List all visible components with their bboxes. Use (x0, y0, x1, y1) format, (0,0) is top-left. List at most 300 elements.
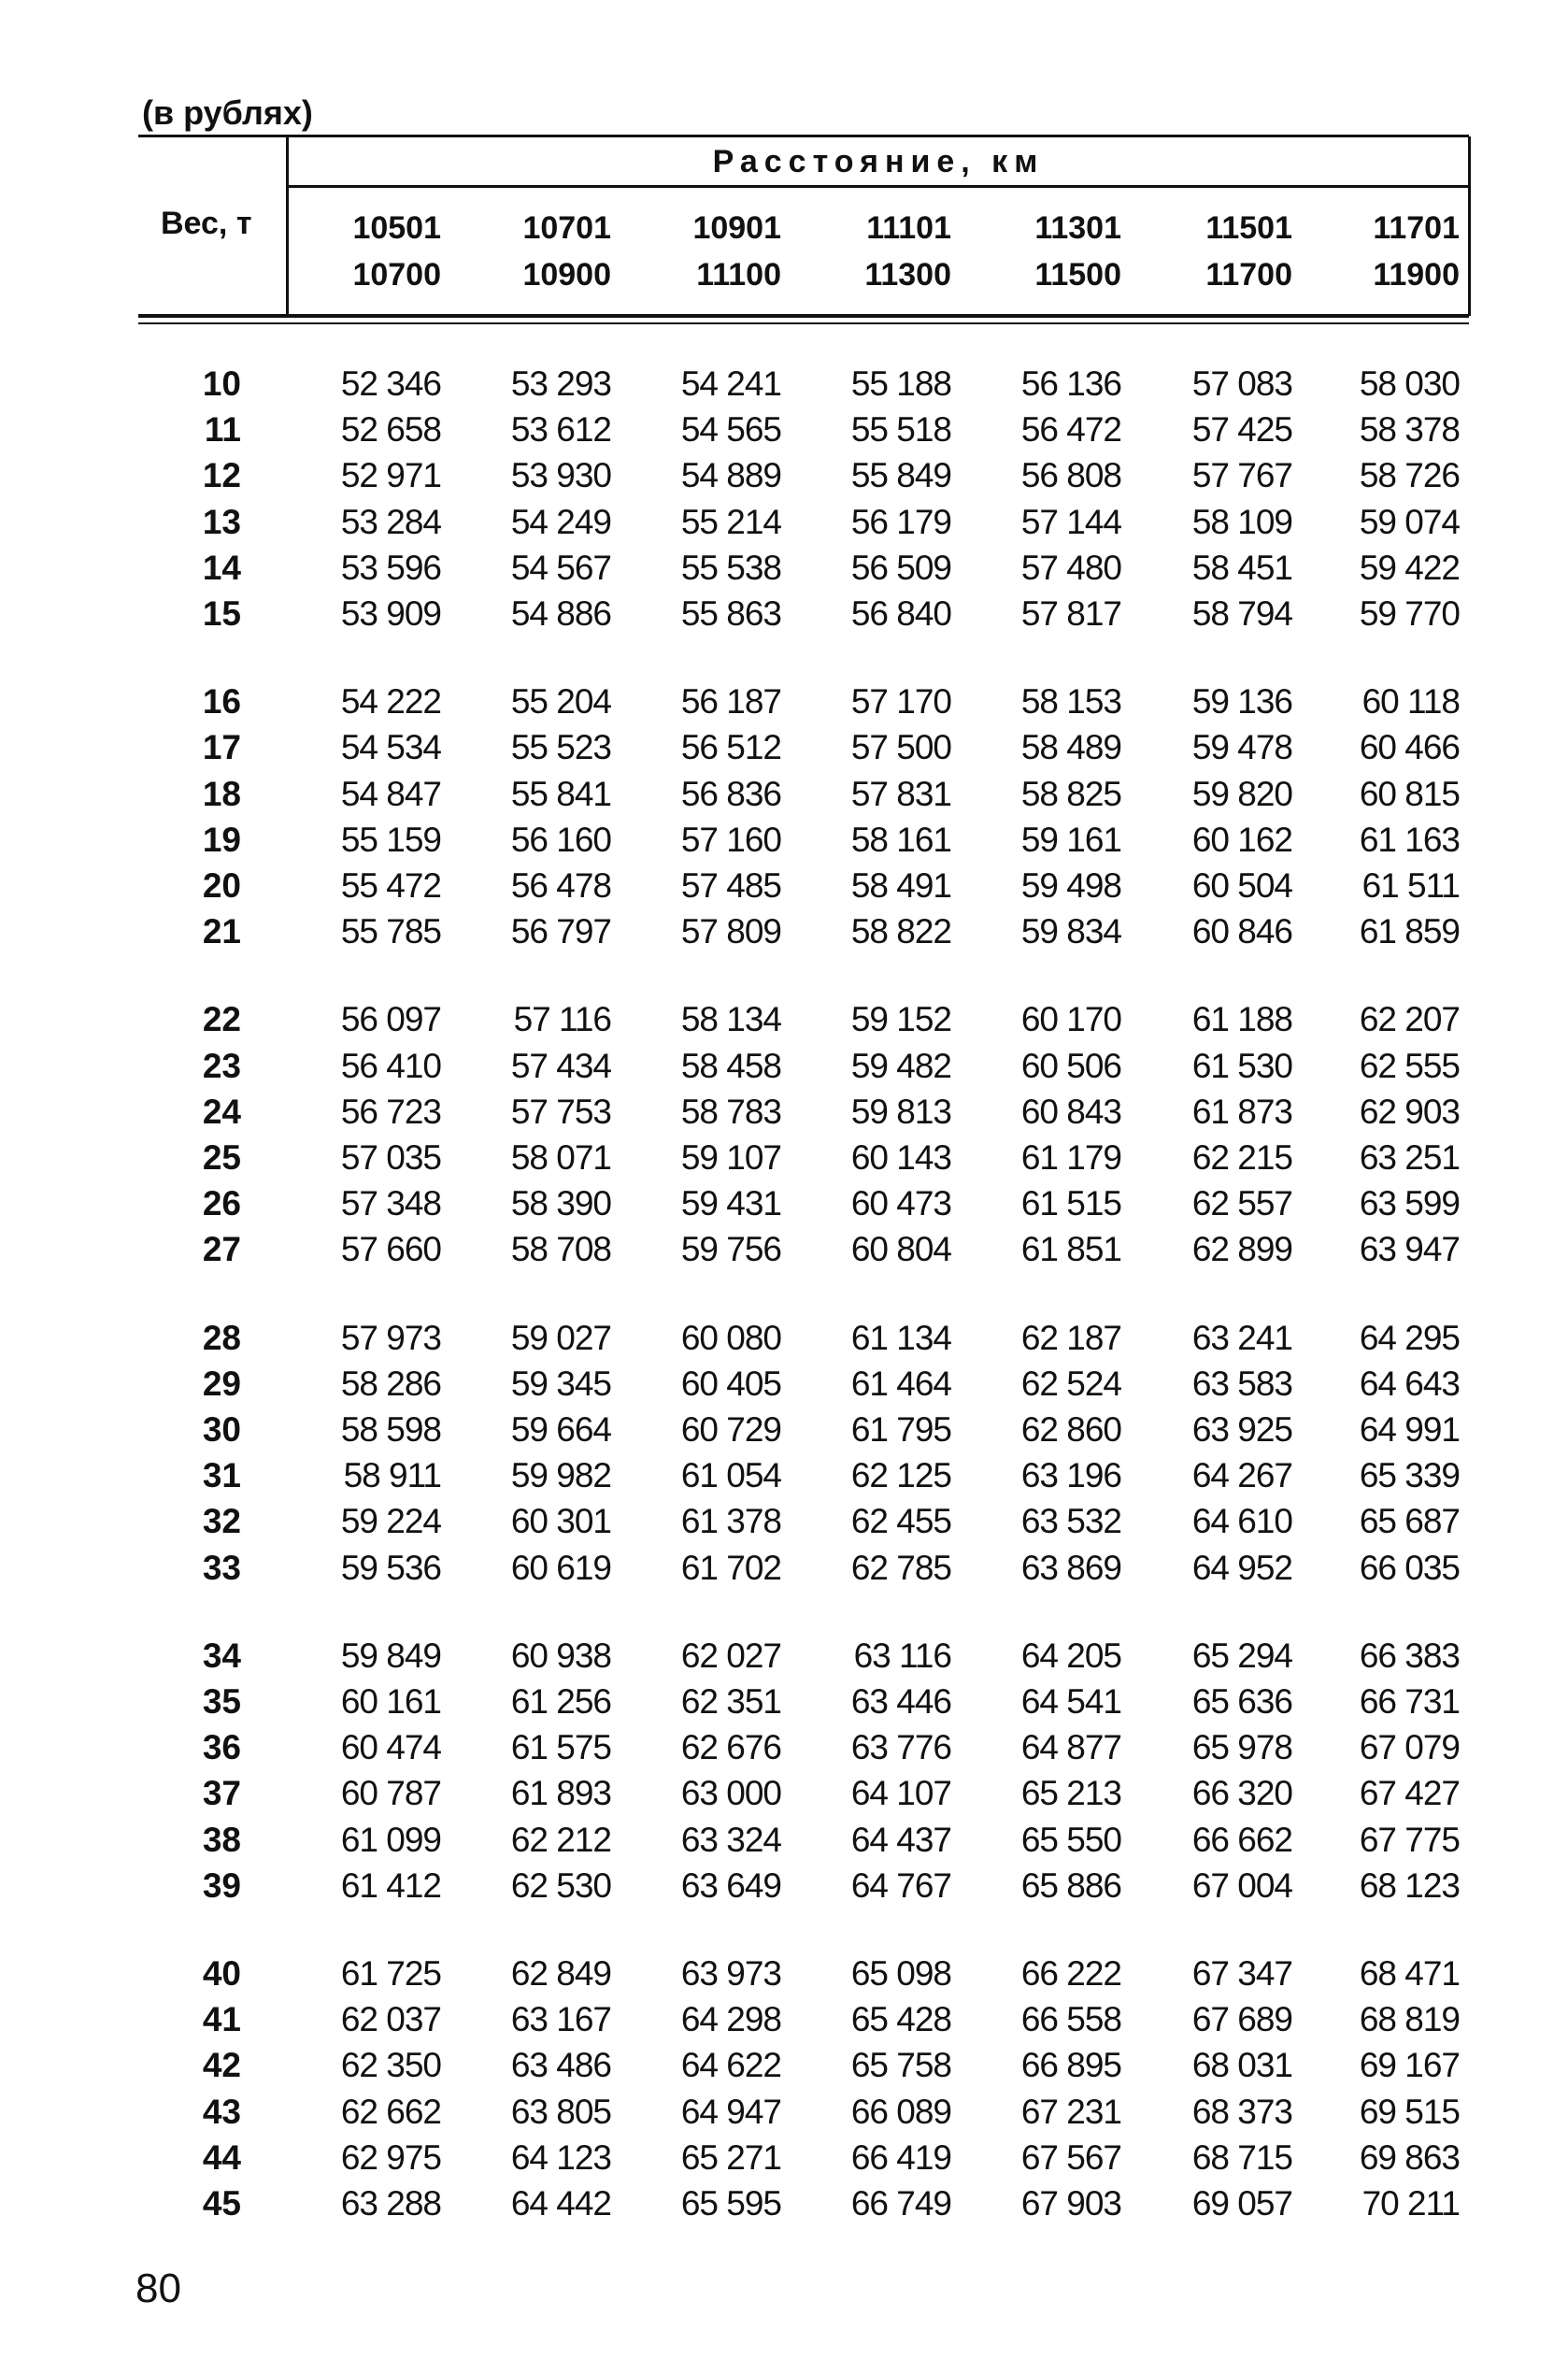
price-cell: 59 431 (680, 1184, 781, 1222)
price-cell: 63 000 (680, 1774, 781, 1812)
weight-cell: 17 (202, 728, 241, 766)
price-cell: 62 860 (1020, 1410, 1121, 1449)
price-cell: 62 555 (1359, 1047, 1460, 1085)
price-cell: 62 785 (850, 1549, 951, 1587)
price-cell: 61 378 (680, 1502, 781, 1540)
price-cell: 62 557 (1191, 1184, 1292, 1222)
price-cell: 61 873 (1191, 1093, 1292, 1131)
table-row (0, 1043, 1568, 1089)
price-cell: 67 347 (1191, 1954, 1292, 1993)
price-cell: 53 909 (340, 594, 441, 633)
price-cell: 65 098 (850, 1954, 951, 1993)
price-cell: 61 256 (510, 1682, 611, 1721)
price-cell: 65 339 (1359, 1456, 1460, 1494)
weight-cell: 22 (202, 1000, 241, 1038)
price-cell: 58 491 (850, 866, 951, 905)
price-cell: 57 160 (680, 821, 781, 859)
price-cell: 55 863 (680, 594, 781, 633)
weight-cell: 38 (202, 1821, 241, 1859)
price-cell: 68 471 (1359, 1954, 1460, 1993)
price-cell: 52 658 (340, 410, 441, 449)
price-cell: 62 350 (340, 2046, 441, 2084)
price-cell: 58 794 (1191, 594, 1292, 633)
price-cell: 60 301 (510, 1502, 611, 1540)
price-cell: 62 037 (340, 2000, 441, 2038)
price-cell: 63 649 (680, 1866, 781, 1905)
weight-cell: 37 (202, 1774, 241, 1812)
table-row (0, 591, 1568, 636)
price-cell: 69 057 (1191, 2184, 1292, 2223)
table-row (0, 2135, 1568, 2180)
weight-cell: 40 (202, 1954, 241, 1993)
price-cell: 62 212 (510, 1821, 611, 1859)
price-cell: 55 472 (340, 866, 441, 905)
table-row (0, 2089, 1568, 2135)
table-row (0, 1407, 1568, 1452)
price-cell: 66 749 (850, 2184, 951, 2223)
price-cell: 68 819 (1359, 2000, 1460, 2038)
price-cell: 57 035 (340, 1138, 441, 1177)
price-cell: 62 899 (1191, 1230, 1292, 1268)
price-cell: 58 458 (680, 1047, 781, 1085)
price-cell: 67 004 (1191, 1866, 1292, 1905)
price-cell: 64 991 (1359, 1410, 1460, 1449)
price-cell: 58 451 (1191, 549, 1292, 587)
price-cell: 64 877 (1020, 1728, 1121, 1766)
price-cell: 59 478 (1191, 728, 1292, 766)
price-cell: 57 170 (850, 682, 951, 721)
price-cell: 56 808 (1020, 456, 1121, 494)
price-cell: 60 473 (850, 1184, 951, 1222)
price-cell: 61 725 (340, 1954, 441, 1993)
weight-cell: 29 (202, 1365, 241, 1403)
price-cell: 56 136 (1020, 365, 1121, 403)
table-row (0, 2180, 1568, 2226)
table-row (0, 1498, 1568, 1544)
price-cell: 58 783 (680, 1093, 781, 1131)
weight-cell: 32 (202, 1502, 241, 1540)
price-cell: 59 834 (1020, 912, 1121, 951)
price-cell: 67 079 (1359, 1728, 1460, 1766)
price-cell: 59 152 (850, 1000, 951, 1038)
price-cell: 56 840 (850, 594, 951, 633)
price-cell: 69 515 (1359, 2093, 1460, 2131)
price-cell: 61 412 (340, 1866, 441, 1905)
price-cell: 59 224 (340, 1502, 441, 1540)
price-cell: 62 207 (1359, 1000, 1460, 1038)
price-cell: 61 134 (850, 1319, 951, 1357)
table-row (0, 452, 1568, 498)
price-cell: 60 815 (1359, 775, 1460, 813)
price-cell: 66 419 (850, 2138, 951, 2177)
price-cell: 60 504 (1191, 866, 1292, 905)
price-cell: 62 975 (340, 2138, 441, 2177)
price-cell: 67 775 (1359, 1821, 1460, 1859)
price-cell: 57 116 (513, 1000, 611, 1038)
table-row (0, 1679, 1568, 1724)
price-cell: 56 836 (680, 775, 781, 813)
price-cell: 61 511 (1361, 866, 1460, 905)
weight-cell: 11 (204, 410, 241, 449)
price-cell: 60 846 (1191, 912, 1292, 951)
table-row (0, 771, 1568, 817)
price-cell: 54 222 (340, 682, 441, 721)
weight-cell: 12 (202, 456, 241, 494)
price-cell: 55 785 (340, 912, 441, 951)
price-cell: 59 136 (1191, 682, 1292, 721)
price-cell: 67 231 (1020, 2093, 1121, 2131)
price-cell: 62 903 (1359, 1093, 1460, 1131)
table-row (0, 1315, 1568, 1361)
distance-range-header (953, 205, 1121, 298)
price-cell: 62 524 (1020, 1365, 1121, 1403)
price-cell: 63 805 (510, 2093, 611, 2131)
price-cell: 59 107 (680, 1138, 781, 1177)
range-from: 11301 (1034, 210, 1121, 246)
price-cell: 58 134 (680, 1000, 781, 1038)
price-cell: 63 196 (1020, 1456, 1121, 1494)
table-row (0, 1996, 1568, 2042)
price-cell: 58 109 (1191, 503, 1292, 541)
price-cell: 53 930 (510, 456, 611, 494)
price-cell: 63 869 (1020, 1549, 1121, 1587)
weight-cell: 21 (202, 912, 241, 951)
price-cell: 62 215 (1191, 1138, 1292, 1177)
table-row (0, 1180, 1568, 1226)
weight-cell: 41 (202, 2000, 241, 2038)
table-row (0, 817, 1568, 863)
weight-cell: 25 (202, 1138, 241, 1177)
price-cell: 58 030 (1359, 365, 1460, 403)
price-cell: 56 097 (340, 1000, 441, 1038)
price-cell: 63 446 (850, 1682, 951, 1721)
price-cell: 56 179 (850, 503, 951, 541)
table-row (0, 863, 1568, 908)
price-cell: 65 595 (680, 2184, 781, 2223)
range-to: 10900 (522, 257, 611, 293)
price-cell: 61 188 (1191, 1000, 1292, 1038)
price-cell: 59 027 (510, 1319, 611, 1357)
price-cell: 63 116 (853, 1637, 951, 1675)
price-cell: 60 080 (680, 1319, 781, 1357)
price-cell: 58 598 (340, 1410, 441, 1449)
price-cell: 66 895 (1020, 2046, 1121, 2084)
price-cell: 60 506 (1020, 1047, 1121, 1085)
table-row (0, 1452, 1568, 1498)
price-cell: 66 089 (850, 2093, 951, 2131)
price-cell: 54 889 (680, 456, 781, 494)
unit-note: (в рублях) (142, 93, 313, 132)
price-cell: 55 523 (510, 728, 611, 766)
header-double-rule-top (138, 314, 1469, 318)
price-cell: 56 797 (510, 912, 611, 951)
weight-cell: 15 (202, 594, 241, 633)
price-cell: 66 731 (1359, 1682, 1460, 1721)
weight-cell: 28 (202, 1319, 241, 1357)
price-cell: 56 410 (340, 1047, 441, 1085)
distance-header-rule (289, 185, 1468, 188)
table-row (0, 1361, 1568, 1407)
price-cell: 63 583 (1191, 1365, 1292, 1403)
price-cell: 64 643 (1359, 1365, 1460, 1403)
price-cell: 64 442 (510, 2184, 611, 2223)
price-cell: 63 324 (680, 1821, 781, 1859)
price-cell: 55 159 (340, 821, 441, 859)
weight-column-header: Вес, т (161, 206, 252, 241)
price-cell: 59 664 (510, 1410, 611, 1449)
price-cell: 68 373 (1191, 2093, 1292, 2131)
price-cell: 60 843 (1020, 1093, 1121, 1131)
price-cell: 59 074 (1359, 503, 1460, 541)
price-cell: 60 405 (680, 1365, 781, 1403)
price-cell: 65 886 (1020, 1866, 1121, 1905)
price-cell: 55 188 (850, 365, 951, 403)
weight-cell: 18 (202, 775, 241, 813)
price-cell: 59 422 (1359, 549, 1460, 587)
price-cell: 58 378 (1359, 410, 1460, 449)
price-cell: 61 179 (1020, 1138, 1121, 1177)
price-cell: 56 509 (850, 549, 951, 587)
price-cell: 61 163 (1359, 821, 1460, 859)
page-number: 80 (135, 2266, 181, 2311)
price-cell: 53 612 (510, 410, 611, 449)
price-cell: 52 346 (340, 365, 441, 403)
price-cell: 62 455 (850, 1502, 951, 1540)
table-row (0, 1770, 1568, 1816)
price-cell: 59 813 (850, 1093, 951, 1131)
distance-range-header (443, 205, 611, 298)
price-cell: 57 973 (340, 1319, 441, 1357)
price-cell: 54 534 (340, 728, 441, 766)
weight-cell: 42 (202, 2046, 241, 2084)
price-cell: 61 893 (510, 1774, 611, 1812)
price-cell: 61 859 (1359, 912, 1460, 951)
weight-cell: 10 (202, 365, 241, 403)
price-cell: 60 787 (340, 1774, 441, 1812)
range-from: 10701 (522, 210, 611, 246)
weight-cell: 34 (202, 1637, 241, 1675)
price-cell: 54 847 (340, 775, 441, 813)
price-cell: 62 351 (680, 1682, 781, 1721)
price-cell: 53 293 (510, 365, 611, 403)
distance-range-header (1291, 205, 1460, 298)
price-cell: 60 466 (1359, 728, 1460, 766)
weight-cell: 45 (202, 2184, 241, 2223)
range-from: 11101 (866, 210, 951, 246)
price-cell: 57 660 (340, 1230, 441, 1268)
price-cell: 53 596 (340, 549, 441, 587)
price-cell: 67 903 (1020, 2184, 1121, 2223)
price-cell: 61 099 (340, 1821, 441, 1859)
distance-range-header (273, 205, 441, 298)
price-cell: 55 204 (510, 682, 611, 721)
price-cell: 59 820 (1191, 775, 1292, 813)
price-cell: 59 482 (850, 1047, 951, 1085)
table-row (0, 1817, 1568, 1863)
price-cell: 66 558 (1020, 2000, 1121, 2038)
range-to: 11500 (1034, 257, 1121, 293)
price-cell: 58 390 (510, 1184, 611, 1222)
price-cell: 68 031 (1191, 2046, 1292, 2084)
price-cell: 65 687 (1359, 1502, 1460, 1540)
weight-cell: 44 (202, 2138, 241, 2177)
price-cell: 65 758 (850, 2046, 951, 2084)
weight-cell: 19 (202, 821, 241, 859)
range-to: 11900 (1373, 257, 1460, 293)
distance-range-header (783, 205, 951, 298)
price-cell: 63 776 (850, 1728, 951, 1766)
price-cell: 59 536 (340, 1549, 441, 1587)
price-cell: 58 071 (510, 1138, 611, 1177)
distance-range-header (613, 205, 781, 298)
price-cell: 57 831 (850, 775, 951, 813)
price-cell: 58 489 (1020, 728, 1121, 766)
price-cell: 55 849 (850, 456, 951, 494)
price-cell: 60 161 (340, 1682, 441, 1721)
weight-cell: 39 (202, 1866, 241, 1905)
price-cell: 59 345 (510, 1365, 611, 1403)
price-cell: 58 825 (1020, 775, 1121, 813)
price-cell: 65 636 (1191, 1682, 1292, 1721)
price-cell: 62 187 (1020, 1319, 1121, 1357)
price-cell: 63 532 (1020, 1502, 1121, 1540)
price-cell: 57 809 (680, 912, 781, 951)
weight-cell: 20 (202, 866, 241, 905)
table-row (0, 679, 1568, 724)
range-to: 10700 (352, 257, 441, 293)
price-cell: 63 486 (510, 2046, 611, 2084)
price-cell: 55 841 (510, 775, 611, 813)
table-row (0, 1633, 1568, 1679)
price-cell: 58 286 (340, 1365, 441, 1403)
price-cell: 65 428 (850, 2000, 951, 2038)
table-row (0, 545, 1568, 591)
price-cell: 64 123 (510, 2138, 611, 2177)
range-to: 11100 (696, 257, 781, 293)
price-cell: 60 729 (680, 1410, 781, 1449)
price-cell: 60 162 (1191, 821, 1292, 859)
table-row (0, 1863, 1568, 1908)
price-cell: 61 851 (1020, 1230, 1121, 1268)
range-from: 11701 (1373, 210, 1460, 246)
price-cell: 54 249 (510, 503, 611, 541)
price-cell: 61 530 (1191, 1047, 1292, 1085)
price-cell: 63 241 (1191, 1319, 1292, 1357)
price-cell: 60 938 (510, 1637, 611, 1675)
price-cell: 63 167 (510, 2000, 611, 2038)
price-cell: 58 161 (850, 821, 951, 859)
price-cell: 64 107 (850, 1774, 951, 1812)
table-row (0, 996, 1568, 1042)
table-row (0, 1951, 1568, 1996)
price-cell: 56 160 (510, 821, 611, 859)
price-cell: 66 383 (1359, 1637, 1460, 1675)
price-cell: 64 622 (680, 2046, 781, 2084)
price-cell: 57 753 (510, 1093, 611, 1131)
price-cell: 54 565 (680, 410, 781, 449)
price-cell: 64 947 (680, 2093, 781, 2131)
weight-cell: 33 (202, 1549, 241, 1587)
price-cell: 57 485 (680, 866, 781, 905)
price-cell: 68 715 (1191, 2138, 1292, 2177)
price-cell: 64 267 (1191, 1456, 1292, 1494)
weight-cell: 14 (202, 549, 241, 587)
price-cell: 68 123 (1359, 1866, 1460, 1905)
weight-cell: 31 (202, 1456, 241, 1494)
price-cell: 56 478 (510, 866, 611, 905)
price-cell: 57 348 (340, 1184, 441, 1222)
price-cell: 67 567 (1020, 2138, 1121, 2177)
price-cell: 55 214 (680, 503, 781, 541)
price-cell: 62 662 (340, 2093, 441, 2131)
price-cell: 66 222 (1020, 1954, 1121, 1993)
price-cell: 65 271 (680, 2138, 781, 2177)
table-row (0, 1545, 1568, 1591)
table-row (0, 908, 1568, 954)
price-cell: 59 982 (510, 1456, 611, 1494)
weight-cell: 16 (202, 682, 241, 721)
price-cell: 67 427 (1359, 1774, 1460, 1812)
price-cell: 66 035 (1359, 1549, 1460, 1587)
price-cell: 61 464 (850, 1365, 951, 1403)
price-cell: 60 474 (340, 1728, 441, 1766)
price-cell: 53 284 (340, 503, 441, 541)
price-cell: 64 952 (1191, 1549, 1292, 1587)
table-row (0, 1724, 1568, 1770)
price-cell: 56 723 (340, 1093, 441, 1131)
price-cell: 64 437 (850, 1821, 951, 1859)
price-cell: 57 144 (1020, 503, 1121, 541)
price-cell: 54 567 (510, 549, 611, 587)
price-cell: 64 767 (850, 1866, 951, 1905)
price-cell: 65 294 (1191, 1637, 1292, 1675)
price-cell: 54 241 (680, 365, 781, 403)
price-cell: 60 118 (1361, 682, 1460, 721)
table-row (0, 1089, 1568, 1135)
price-cell: 64 205 (1020, 1637, 1121, 1675)
price-cell: 64 610 (1191, 1502, 1292, 1540)
price-cell: 57 817 (1020, 594, 1121, 633)
price-cell: 62 125 (850, 1456, 951, 1494)
price-cell: 63 925 (1191, 1410, 1292, 1449)
price-cell: 57 083 (1191, 365, 1292, 403)
price-cell: 62 676 (680, 1728, 781, 1766)
weight-cell: 26 (202, 1184, 241, 1222)
price-cell: 55 538 (680, 549, 781, 587)
price-cell: 57 480 (1020, 549, 1121, 587)
table-row (0, 407, 1568, 452)
weight-cell: 30 (202, 1410, 241, 1449)
price-cell: 63 599 (1359, 1184, 1460, 1222)
price-cell: 60 619 (510, 1549, 611, 1587)
header-double-rule-bottom (138, 322, 1469, 324)
price-cell: 57 434 (510, 1047, 611, 1085)
price-cell: 59 161 (1020, 821, 1121, 859)
price-cell: 58 822 (850, 912, 951, 951)
price-cell: 59 770 (1359, 594, 1460, 633)
price-cell: 63 251 (1359, 1138, 1460, 1177)
distance-range-header (1124, 205, 1292, 298)
price-cell: 52 971 (340, 456, 441, 494)
table-row (0, 361, 1568, 407)
table-row (0, 1226, 1568, 1272)
weight-cell: 36 (202, 1728, 241, 1766)
range-from: 11501 (1205, 210, 1292, 246)
price-cell: 63 973 (680, 1954, 781, 1993)
price-cell: 62 849 (510, 1954, 611, 1993)
price-cell: 61 795 (850, 1410, 951, 1449)
price-cell: 59 498 (1020, 866, 1121, 905)
